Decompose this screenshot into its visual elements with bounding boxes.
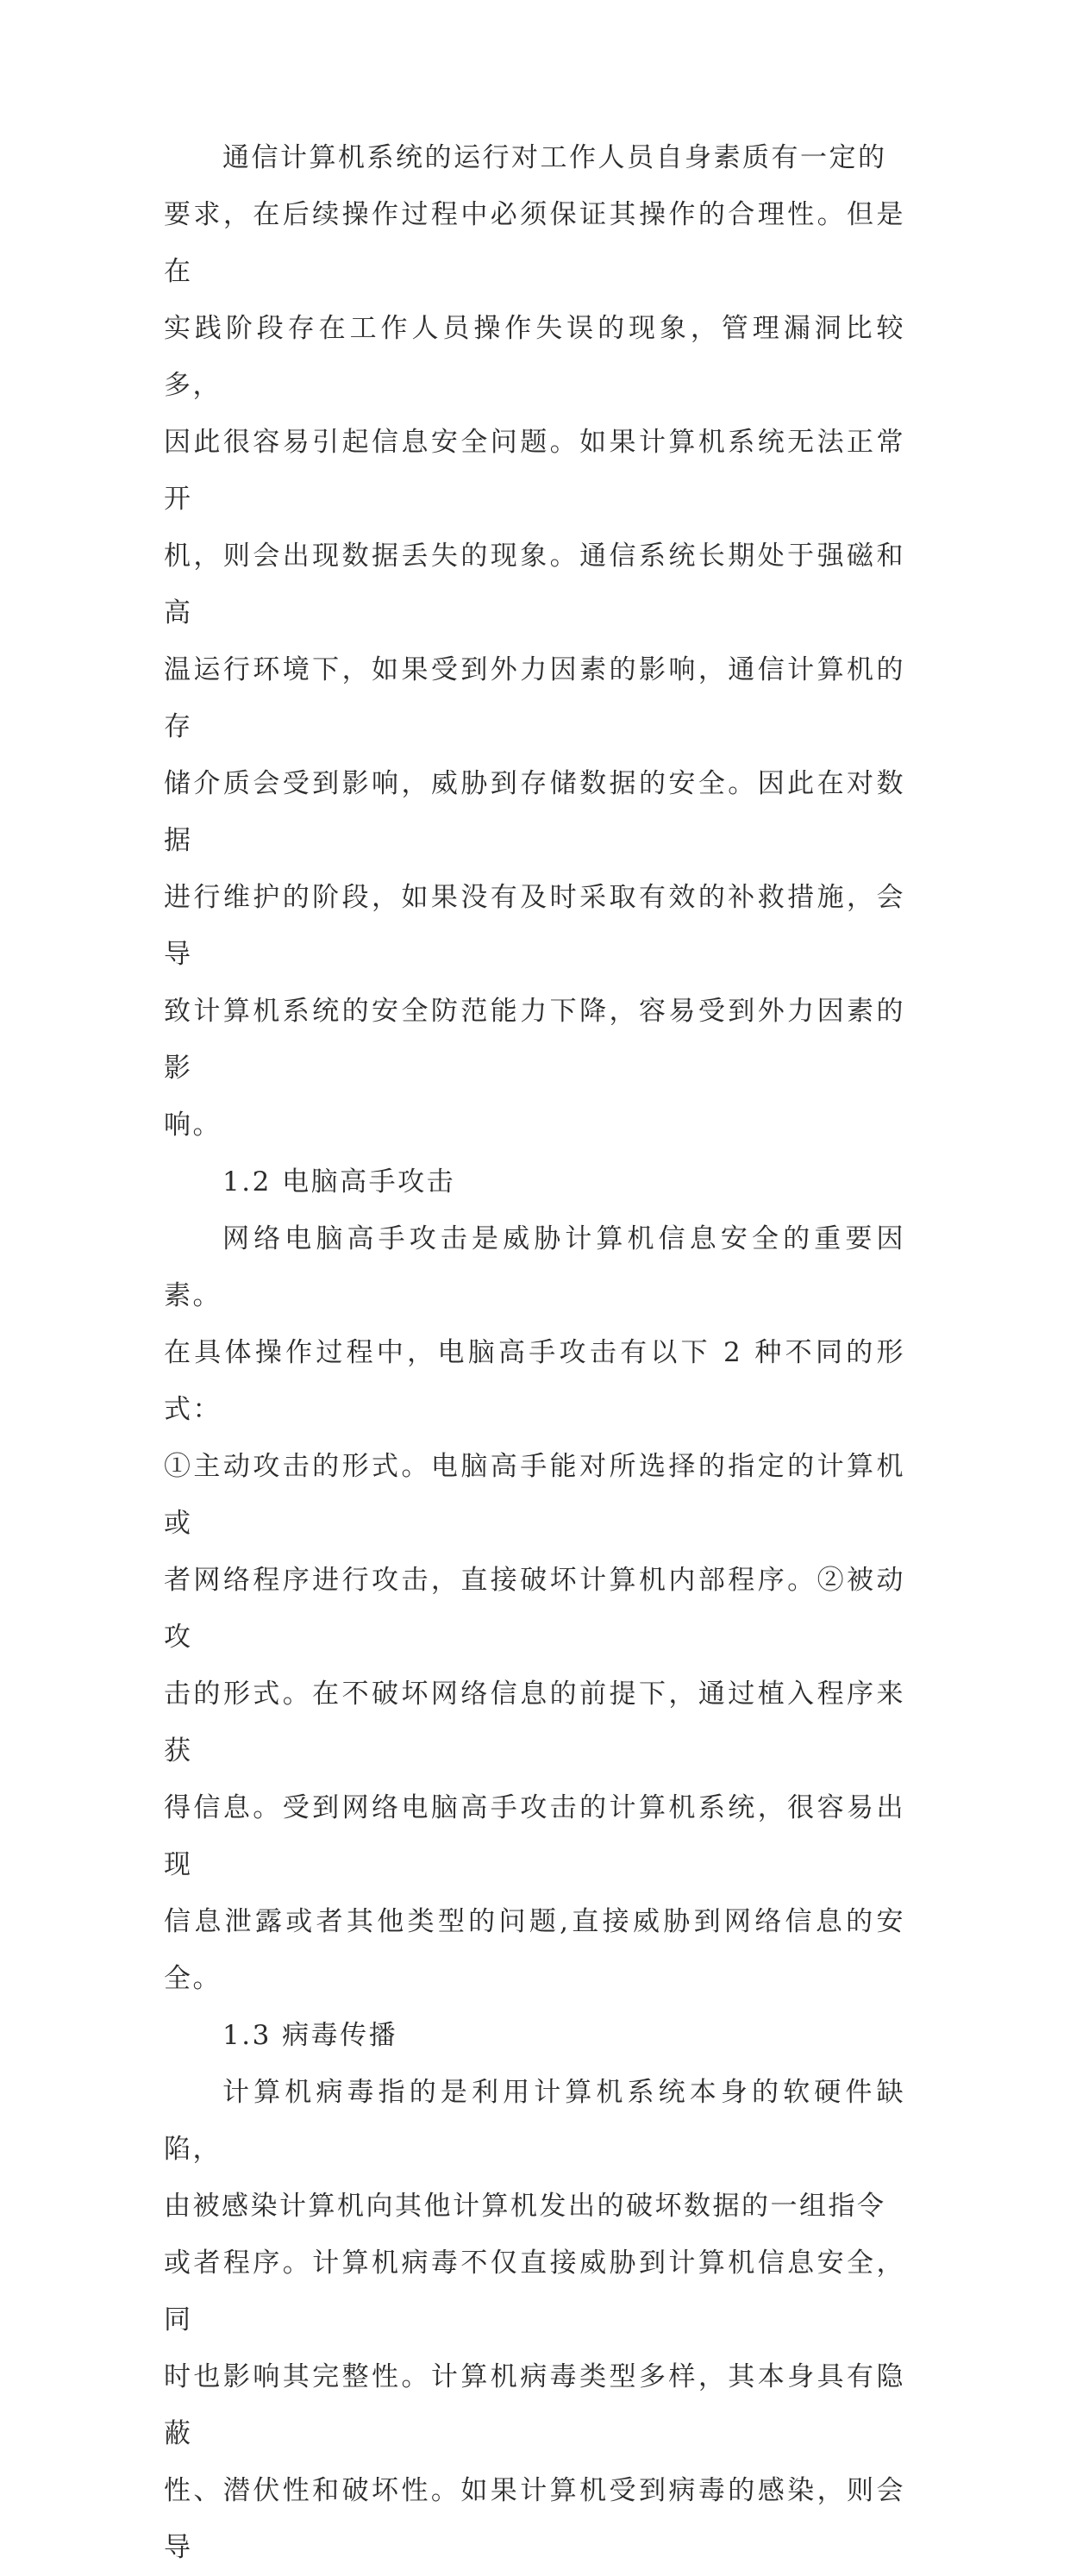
paragraph-operator-quality: 通信计算机系统的运行对工作人员自身素质有一定的 要求，在后续操作过程中必须保证其操作的合理性。但是在 实践阶段存在工作人员操作失误的现象，管理漏洞比较多， 因此很容易引起信息安全问题。如果计算机系统无法正常开 机，则会出现数据丢失的现象。通信系统长期处于强磁和高 温运行环境下，如果受到外力因素的影响，通信计算机的存 储介质会受到影响，威胁到存储数据的安全。因此在对数据 进行维护的阶段，如果没有及时采取有效的补救措施，会导 致计算机系统的安全防范能力下降，容易受到外力因素的影 响。 [164,142,905,1141]
section-heading-hacker-attack: 1.2 电脑高手攻击 [222,1166,456,1197]
paragraph-hacker-attack: 网络电脑高手攻击是威胁计算机信息安全的重要因素。 在具体操作过程中，电脑高手攻击有以下 2 种不同的形式： ①主动攻击的形式。电脑高手能对所选择的指定的计算机或 者网络程序进行攻击，直接破坏计算机内部程序。②被动攻 击的形式。在不破坏网络信息的前提下，通过植入程序来获 得信息。受到网络电脑高手攻击的计算机系统，很容易出现 信息泄露或者其他类型的问题,直接威胁到网络信息的安全。 [164,1223,905,1994]
document-page [164,129,905,2576]
paragraph-virus-spread: 计算机病毒指的是利用计算机系统本身的软硬件缺陷， 由被感染计算机向其他计算机发出的破坏数据的一组指令 或者程序。计算机病毒不仅直接威胁到计算机信息安全，同 时也影响其完整性。计算机病毒类型多样，其本身具有隐蔽 性、潜伏性和破坏性。如果计算机受到病毒的感染，则会导 [164,2077,905,2563]
section-heading-virus-spread: 1.3 病毒传播 [222,2020,398,2051]
